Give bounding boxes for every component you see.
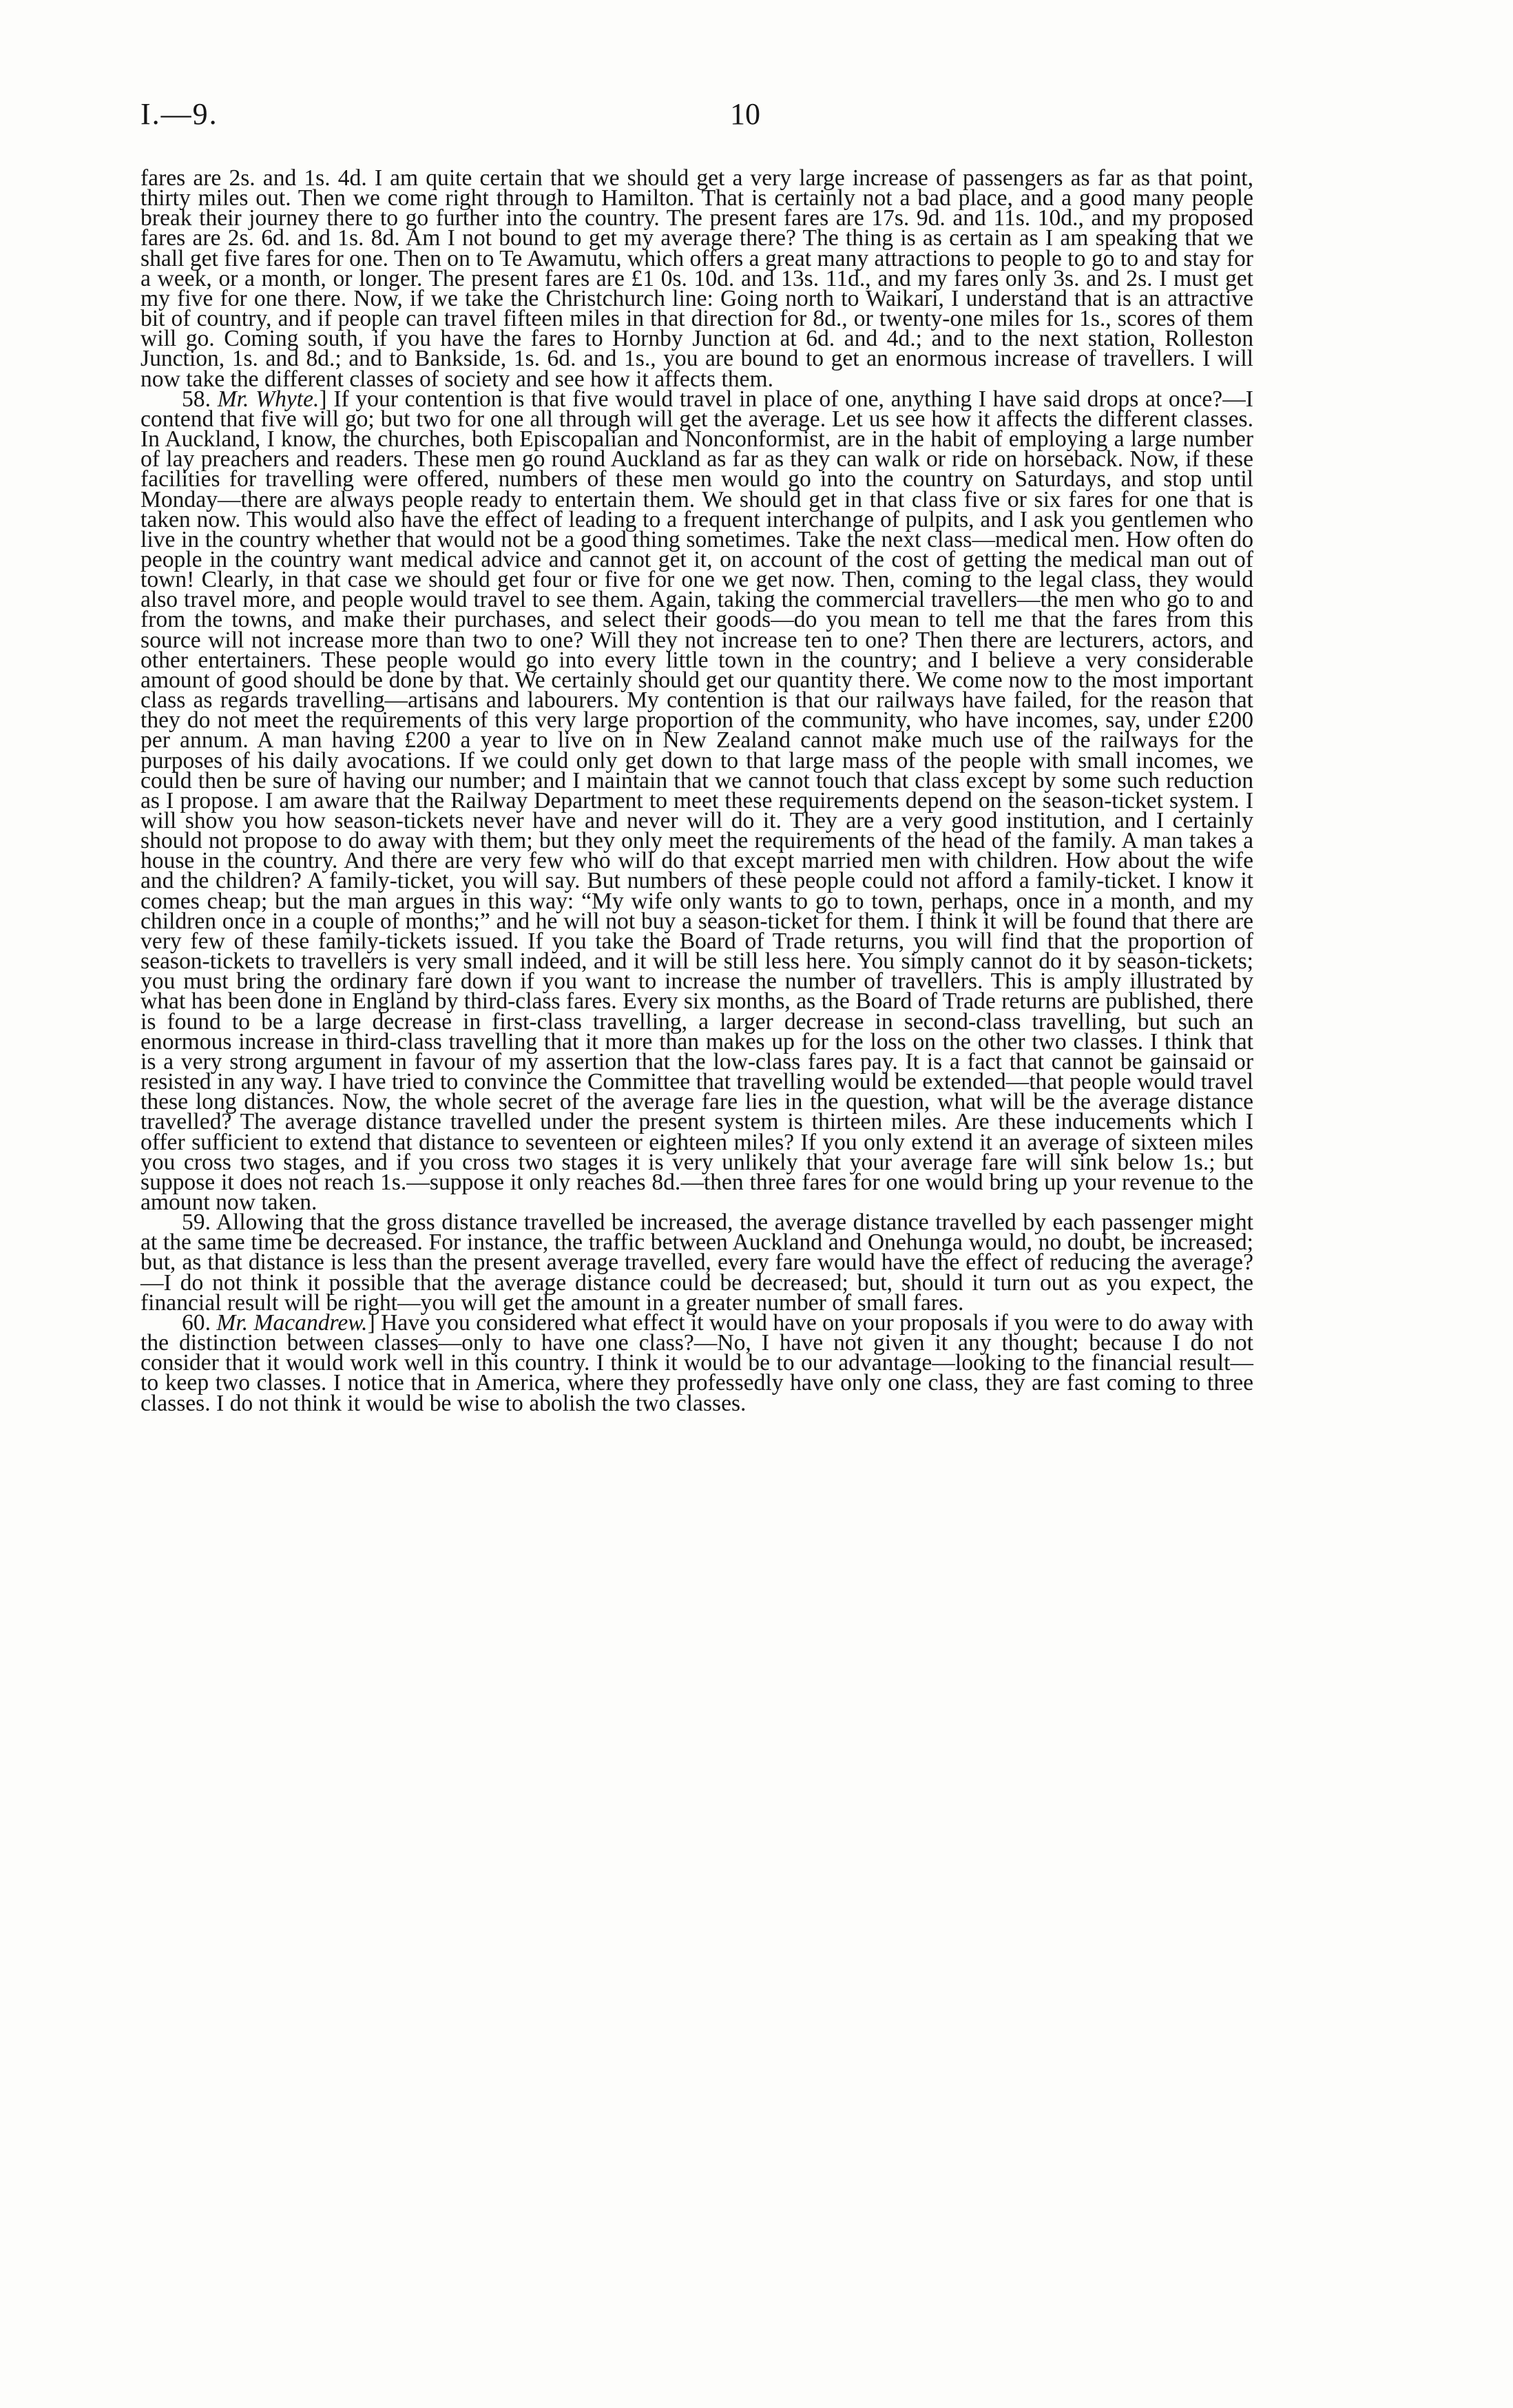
speaker-name: Mr. Whyte. — [217, 386, 320, 412]
document-reference: I.—9. — [140, 97, 218, 131]
paragraph-text: fares are 2s. and 1s. 4d. I am quite certain that we should get a very large increase of passengers as far as that point, thirty miles out. Then we come right through to Hamilton. That is certainly not a bad place, and a good many people break their journey there to go further into the country. The present fares are 17s. 9d. and 11s. 10d., and my proposed fares are 2s. 6d. and 1s. 8d. Am I not bound to get my average there? The thing is as certain as I am speaking that we shall get five fares for one. Then on to Te Awamutu, which offers a great many attractions to people to go to and stay for a week, or a month, or longer. The present fares are £1 0s. 10d. and 13s. 11d., and my fares only 3s. and 2s. I must get my five for one there. Now, if we take the Christchurch line: Going north to Waikari, I understand that is an attractive bit of country, and if people can travel fifteen miles in that direction for 8d., or twenty-one miles for 1s., scores of them will go. Coming south, if you have the fares to Hornby Junction at 6d. and 4d.; and to the next station, Rolleston Junction, 1s. and 8d.; and to Bankside, 1s. 6d. and 1s., you are bound to get an enormous increase of travellers. I will now take the different classes of society and see how it affects them. — [140, 165, 1253, 392]
document-body — [140, 165, 1254, 1416]
paragraph-text: Allowing that the gross distance travelled be increased, the average distance travelled by each passenger might at the same time be decreased. For instance, the traffic between Auckland and Onehunga would, no doubt, be increased; but, as that distance is less than the present average travelled, every fare would have the effect of reducing the average?—I do not think it possible that the average distance could be decreased; but, should it turn out as you expect, the financial result will be right—you will get the amount in a greater number of small fares. — [140, 1210, 1254, 1316]
paragraph-question-58 — [140, 386, 1253, 1215]
paragraph-question-60 — [140, 1309, 1253, 1416]
page-header — [140, 96, 1256, 152]
paragraph-continuation — [140, 165, 1253, 392]
page-number: 10 — [730, 97, 760, 131]
paragraph-text: ] Have you considered what effect it would have on your proposals if you were to do away with the distinction between classes—only to have one class?—No, I have not given it any thought; because I do not consider that it would work well in this country. I think it would be to our advantage—looking to the financial result—to keep two classes. I notice that in America, where they professedly have only one class, they are fast coming to three classes. I do not think it would be wise to abolish the two classes. — [140, 1309, 1253, 1416]
question-number: 59. — [182, 1210, 211, 1236]
speaker-name: Mr. Macandrew. — [216, 1309, 368, 1336]
question-number: 60. — [182, 1309, 211, 1336]
question-number: 58. — [182, 386, 211, 412]
paragraph-question-59 — [140, 1210, 1254, 1316]
paragraph-text: ] If your contention is that five would travel in place of one, anything I have said drops at once?—I contend that five will go; but two for one all through will get the average. Let us see how it affects the different classes. In Auckland, I know, the churches, both Episcopalian and Nonconformist, are in the habit of employing a large number of lay preachers and readers. These men go round Auckland as far as they can walk or ride on horseback. Now, if these facilities for travelling were offered, numbers of these men would go into the country on Saturdays, and stop until Monday—there are always people ready to entertain them. We should get in that class five or six fares for one that is taken now. This would also have the effect of leading to a frequent interchange of pulpits, and I ask you gentlemen who live in the country whether that would not be a good thing sometimes. Take the next class—medical men. How often do people in the country want medical advice and cannot get it, on account of the cost of getting the medical man out of town! Clearly, in that case we should get four or five for one we get now. Then, coming to the legal class, they would also travel more, and people would travel to see them. Again, taking the commercial travellers—the men who go to and from the towns, and make their purchases, and select their goods—do you mean to tell me that the fares from this source will not increase more than two to one? Will they not increase ten to one? Then there are lecturers, actors, and other entertainers. These people would go into every little town in the country; and I believe a very considerable amount of good should be done by that. We certainly should get our quantity there. We come now to the most important class as regards travelling—artisans and labourers. My contention is that our railways have failed, for the reason that they do not meet the requirements of this very large proportion of the community, who have incomes, say, under £200 per annum. A man having £200 a year to live on in New Zealand cannot make much use of the railways for the purposes of his daily avocations. If we could only get down to that large mass of the people with small incomes, we could then be sure of having our number; and I maintain that we cannot touch that class except by some such reduction as I propose. I am aware that the Railway Department to meet these requirements depend on the season-ticket system. I will show you how season-tickets never have and never will do it. They are a very good institution, and I certainly should not propose to do away with them; but they only meet the requirements of the head of the family. A man takes a house in the country. And there are very few who will do that except married men with children. How about the wife and the children? A family-ticket, you will say. But numbers of these people could not afford a family-ticket. I know it comes cheap; but the man argues in this way: “My wife only wants to go to town, perhaps, once in a month, and my children once in a couple of months;” and he will not buy a season-ticket for them. I think it will be found that there are very few of these family-tickets issued. If you take the Board of Trade returns, you will find that the proportion of season-tickets to travellers is very small indeed, and it will be still less here. You simply cannot do it by season-tickets; you must bring the ordinary fare down if you want to increase the number of travellers. This is amply illustrated by what has been done in England by third-class fares. Every six months, as the Board of Trade returns are published, there is found to be a large decrease in first-class travelling, a larger decrease in second-class travelling, but such an enormous increase in third-class travelling that it more than makes up for the loss on the other two classes. I think that is a very strong argument in favour of my assertion that the low-class fares pay. It is a fact that cannot be gainsaid or resisted in any way. I have tried to convince the Committee that travelling would be extended—that people would travel these long distances. Now, the whole secret of the average fare lies in the question, what will be the average distance travelled? The average distance travelled under the present system is thirteen miles. Are these inducements which I offer sufficient to extend that distance to seventeen or eighteen miles? If you only extend it an average of sixteen miles you cross two stages, and if you cross two stages it is very unlikely that your average fare will sink below 1s.; but suppose it does not reach 1s.—suppose it only reaches 8d.—then three fares for one would bring up your revenue to the amount now taken. — [140, 386, 1253, 1215]
